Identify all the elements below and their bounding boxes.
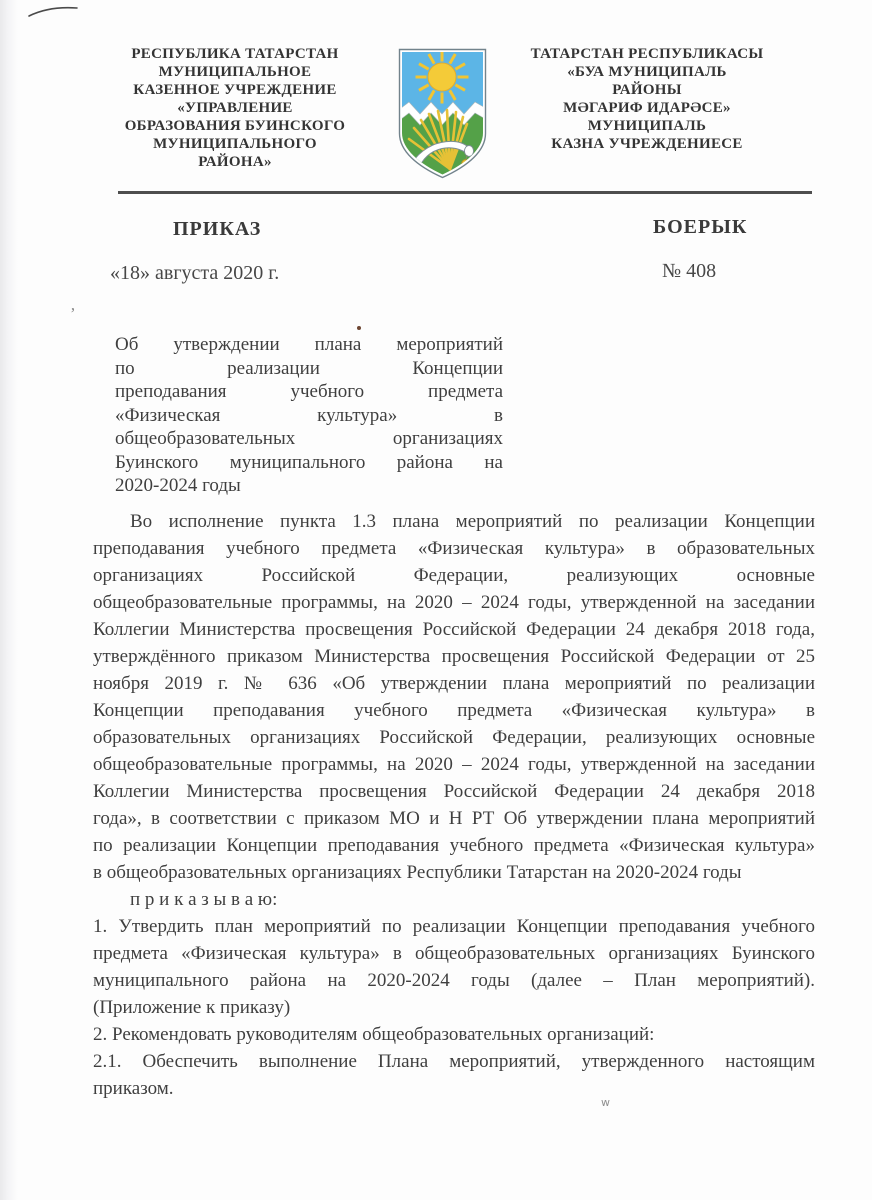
body-line: (Приложение к приказу) — [93, 997, 291, 1018]
body-line: по реализации Концепции преподавания учебного предмета «Физическая культура» — [93, 835, 815, 856]
pen-stroke-artifact — [27, 4, 83, 20]
org-name-line: РАЙОНА» — [198, 154, 272, 170]
body-line: 2. Рекомендовать руководителям общеобразовательных организаций: — [93, 1024, 655, 1045]
doc-type-tatar: БОЕРЫК — [653, 216, 748, 238]
body-line: года», в соответствии с приказом МО и Н РТ Об утверждении плана мероприятий — [93, 808, 815, 829]
body-line: муниципального района на 2020-2024 годы (далее – План мероприятий). — [93, 970, 815, 991]
org-name-line: ТАТАРСТАН РЕСПУБЛИКАСЫ — [530, 46, 764, 62]
org-name-tatar — [497, 45, 797, 153]
body-line: 2.1. Обеспечить выполнение Плана мероприятий, утвержденного настоящим — [93, 1051, 815, 1072]
scroll-left-fold — [409, 168, 418, 177]
org-name-line: МӘГАРИФ ИДАРӘСЕ» — [563, 100, 731, 116]
subject-line: Буинского муниципального района на — [115, 451, 503, 473]
scan-edge-shadow — [0, 0, 18, 1200]
body-line: предмета «Физическая культура» в общеобразовательных организациях Буинского — [93, 943, 815, 964]
org-name-line: МУНИЦИПАЛЬНОГО — [153, 136, 317, 152]
body-line: организациях Российской Федерации, реализующих основные — [93, 565, 815, 586]
body-line: п р и к а з ы в а ю: — [130, 889, 278, 910]
subject-line: Об утверждении плана мероприятий — [115, 334, 503, 355]
org-name-line: РЕСПУБЛИКА ТАТАРСТАН — [131, 46, 339, 62]
body-line: утверждённого приказом Министерства просвещения Российской Федерации от 25 — [93, 646, 815, 667]
small-scan-artifact: w — [601, 1096, 610, 1109]
body-line: образовательных организациях Российской Федерации, реализующих основные — [93, 727, 815, 748]
doc-date: «18» августа 2020 г. — [110, 262, 280, 284]
subject-line: преподавания учебного предмета — [115, 381, 503, 402]
dot-scan-artifact — [357, 326, 361, 330]
org-name-line: МУНИЦИПАЛЬ — [587, 118, 707, 134]
org-name-line: ОБРАЗОВАНИЯ БУИНСКОГО — [124, 118, 346, 134]
body-line: в общеобразовательных организациях Республики Татарстан на 2020-2024 годы — [93, 862, 742, 883]
subject-line: по реализации Концепции — [115, 357, 503, 379]
org-name-line: КАЗНА УЧРЕЖДЕНИЕСЕ — [551, 136, 743, 152]
body-line: Во исполнение пункта 1.3 плана мероприятий по реализации Концепции — [130, 511, 815, 532]
order-body — [93, 508, 815, 1102]
body-line: приказом. — [93, 1078, 174, 1099]
body-line: преподавания учебного предмета «Физическая культура» в образовательных — [93, 538, 815, 559]
org-name-line: МУНИЦИПАЛЬНОЕ — [158, 64, 312, 80]
body-line: Коллегии Министерства просвещения Российской Федерации 24 декабря 2018 — [93, 781, 815, 802]
org-name-line: «БУА МУНИЦИПАЛЬ — [567, 64, 727, 80]
coat-of-arms — [396, 47, 489, 180]
body-line: ноября 2019 г. № 636 «Об утверждении плана мероприятий по реализации — [93, 673, 815, 694]
org-name-line: КАЗЕННОЕ УЧРЕЖДЕНИЕ — [133, 82, 337, 98]
comma-scan-artifact: ’ — [70, 304, 76, 323]
header-divider — [118, 191, 812, 194]
body-line: общеобразовательные программы, на 2020 – 2024 годы, утвержденной на заседании — [93, 592, 815, 613]
doc-type-russian: ПРИКАЗ — [173, 218, 262, 240]
org-name-russian — [85, 45, 385, 171]
doc-number: № 408 — [662, 260, 717, 282]
subject-line: общеобразовательных организациях — [115, 428, 503, 449]
body-line: Коллегии Министерства просвещения Российской Федерации 24 декабря 2018 года, — [93, 619, 815, 640]
order-subject — [115, 333, 503, 498]
body-line: 1. Утвердить план мероприятий по реализации Концепции преподавания учебного — [93, 916, 815, 937]
org-name-line: РАЙОНЫ — [612, 82, 682, 98]
body-line: Концепции преподавания учебного предмета «Физическая культура» в — [93, 700, 815, 721]
sun-disc — [428, 63, 456, 91]
org-name-line: «УПРАВЛЕНИЕ — [177, 100, 293, 116]
subject-line: «Физическая культура» в — [115, 404, 503, 426]
body-line: общеобразовательные программы, на 2020 – 2024 годы, утвержденной на заседании — [93, 754, 815, 775]
scroll-curl — [465, 146, 474, 157]
subject-line: 2020-2024 годы — [115, 475, 241, 496]
